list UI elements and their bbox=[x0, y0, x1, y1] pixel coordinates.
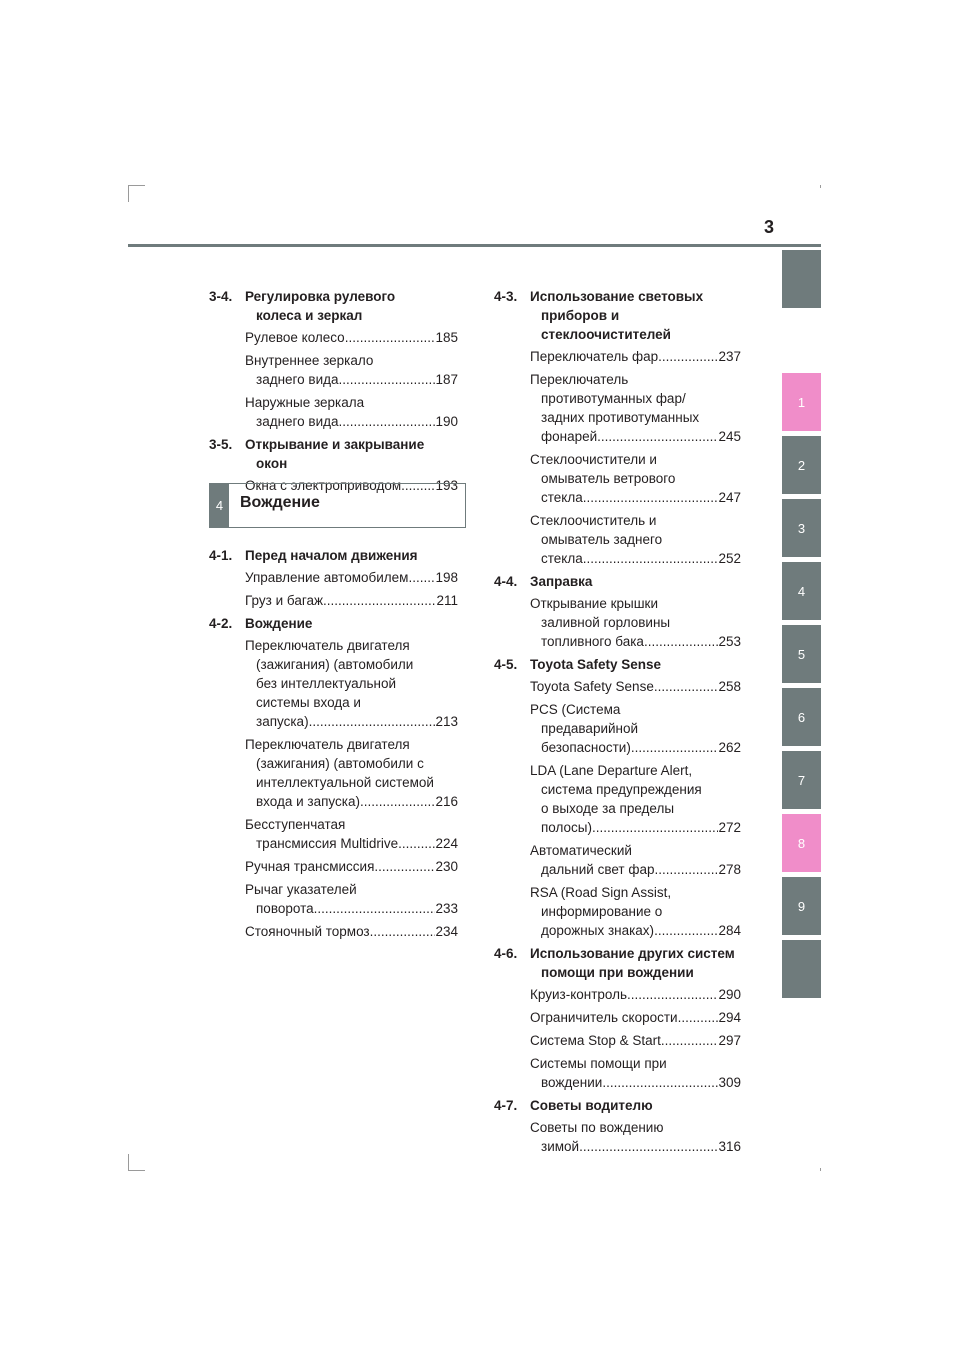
entry-text-line: противотуманных фар/ bbox=[541, 391, 686, 406]
section-number: 3-4. bbox=[209, 289, 233, 304]
toc-entry[interactable] bbox=[209, 591, 458, 610]
entry-leader-line bbox=[245, 370, 458, 389]
dot-leader bbox=[654, 921, 718, 940]
entry-text-line: Переключатель двигателя bbox=[245, 737, 410, 752]
chapter-tab-7[interactable]: 7 bbox=[782, 751, 821, 809]
dot-leader bbox=[339, 412, 436, 431]
section-title-line: Советы водителю bbox=[530, 1098, 653, 1113]
entry-text-line: RSA (Road Sign Assist, bbox=[530, 885, 672, 900]
dot-leader bbox=[370, 922, 436, 941]
entry-label: заднего вида bbox=[256, 414, 339, 429]
entry-page-number: 253 bbox=[718, 634, 741, 649]
dot-leader bbox=[323, 591, 436, 610]
toc-entry[interactable] bbox=[494, 761, 741, 837]
chapter-tab-9[interactable]: 9 bbox=[782, 877, 821, 935]
entry-leader-line bbox=[530, 818, 741, 837]
section-title-line: Открывание и закрывание bbox=[245, 437, 425, 452]
section-title-line: Использование других систем bbox=[530, 946, 735, 961]
entry-leader-line bbox=[530, 347, 741, 366]
section-title-line: Toyota Safety Sense bbox=[530, 657, 662, 672]
entry-label: Переключатель фар bbox=[530, 349, 659, 364]
toc-entry[interactable] bbox=[494, 594, 741, 651]
dot-leader bbox=[579, 1137, 718, 1156]
entry-label: Ограничитель скорости bbox=[530, 1010, 678, 1025]
entry-text-line: Внутреннее зеркало bbox=[245, 353, 374, 368]
chapter-tab-2[interactable]: 2 bbox=[782, 436, 821, 494]
dot-leader bbox=[631, 738, 719, 757]
toc-entry[interactable] bbox=[494, 1118, 741, 1156]
toc-entry[interactable] bbox=[494, 700, 741, 757]
toc-entry[interactable] bbox=[494, 985, 741, 1004]
toc-entry[interactable] bbox=[494, 511, 741, 568]
crop-mark bbox=[128, 185, 145, 186]
entry-page-number: 230 bbox=[435, 859, 458, 874]
entry-label: Стояночный тормоз bbox=[245, 924, 370, 939]
entry-leader-line bbox=[530, 1073, 741, 1092]
section-title-line: Использование световых bbox=[530, 289, 704, 304]
toc-section-heading bbox=[494, 944, 741, 982]
entry-text-line: заливной горловины bbox=[541, 615, 671, 630]
toc-section-heading bbox=[209, 614, 458, 633]
toc-entry[interactable] bbox=[494, 450, 741, 507]
entry-label: входа и запуска) bbox=[256, 794, 360, 809]
entry-text-line: Открывание крышки bbox=[530, 596, 658, 611]
chapter-number: 4 bbox=[210, 484, 229, 527]
chapter-tab-8[interactable]: 8 bbox=[782, 814, 821, 872]
crop-mark bbox=[128, 185, 129, 202]
toc-entry[interactable] bbox=[209, 351, 458, 389]
entry-leader-line bbox=[530, 1031, 741, 1050]
section-title-line: окон bbox=[256, 456, 288, 471]
toc-entry[interactable] bbox=[494, 1008, 741, 1027]
dot-leader bbox=[583, 549, 719, 568]
toc-entry[interactable] bbox=[209, 815, 458, 853]
entry-label: Груз и багаж bbox=[245, 593, 323, 608]
entry-text-line: предаварийной bbox=[541, 721, 639, 736]
section-title-line: Регулировка рулевого bbox=[245, 289, 396, 304]
section-number: 4-7. bbox=[494, 1098, 518, 1113]
toc-section-heading bbox=[209, 546, 458, 565]
dot-leader bbox=[654, 677, 719, 696]
toc-section-heading bbox=[494, 287, 741, 344]
entry-text-line: омыватель заднего bbox=[541, 532, 663, 547]
entry-text-line: система предупреждения bbox=[541, 782, 702, 797]
entry-page-number: 297 bbox=[718, 1033, 741, 1048]
entry-page-number: 213 bbox=[435, 714, 458, 729]
section-number: 4-2. bbox=[209, 616, 233, 631]
entry-text-line: Переключатель bbox=[530, 372, 629, 387]
dot-leader bbox=[345, 328, 436, 347]
entry-text-line: (зажигания) (автомобили bbox=[256, 657, 414, 672]
crop-mark bbox=[128, 1170, 145, 1171]
entry-page-number: 290 bbox=[718, 987, 741, 1002]
entry-label: Toyota Safety Sense bbox=[530, 679, 654, 694]
entry-text-line: Стеклоочистители и bbox=[530, 452, 657, 467]
entry-leader-line bbox=[530, 738, 741, 757]
toc-entry[interactable] bbox=[494, 1054, 741, 1092]
entry-text-line: Стеклоочиститель и bbox=[530, 513, 657, 528]
entry-page-number: 316 bbox=[718, 1139, 741, 1154]
entry-label: Рулевое колесо bbox=[245, 330, 345, 345]
entry-leader-line bbox=[530, 860, 741, 879]
entry-page-number: 272 bbox=[718, 820, 741, 835]
entry-text-line: Советы по вождению bbox=[530, 1120, 664, 1135]
entry-text-line: PCS (Система bbox=[530, 702, 621, 717]
entry-page-number: 309 bbox=[718, 1075, 741, 1090]
dot-leader bbox=[661, 1031, 719, 1050]
entry-text-line: задних противотуманных bbox=[541, 410, 700, 425]
section-title-line: колеса и зеркал bbox=[256, 308, 363, 323]
entry-page-number: 284 bbox=[718, 923, 741, 938]
entry-label: Ручная трансмиссия bbox=[245, 859, 375, 874]
section-title-line: помощи при вождении bbox=[541, 965, 694, 980]
chapter-tab-4[interactable]: 4 bbox=[782, 562, 821, 620]
toc-column-left-top bbox=[209, 287, 458, 499]
entry-leader-line bbox=[530, 985, 741, 1004]
entry-label: безопасности) bbox=[541, 740, 631, 755]
entry-leader-line bbox=[245, 712, 458, 731]
header-rule bbox=[128, 244, 821, 247]
entry-label: зимой bbox=[541, 1139, 580, 1154]
toc-section-heading bbox=[209, 435, 458, 473]
dot-leader bbox=[592, 818, 718, 837]
dot-leader bbox=[583, 488, 719, 507]
entry-label: стекла bbox=[541, 551, 583, 566]
toc-entry[interactable] bbox=[209, 922, 458, 941]
toc-entry[interactable] bbox=[209, 880, 458, 918]
dot-leader bbox=[597, 427, 718, 446]
dot-leader bbox=[658, 347, 718, 366]
entry-label: вождении bbox=[541, 1075, 603, 1090]
dot-leader bbox=[339, 370, 436, 389]
chapter-tab-blank[interactable] bbox=[782, 250, 821, 308]
entry-leader-line bbox=[245, 899, 458, 918]
chapter-tab-6[interactable]: 6 bbox=[782, 688, 821, 746]
entry-page-number: 190 bbox=[435, 414, 458, 429]
section-number: 4-5. bbox=[494, 657, 518, 672]
entry-text-line: Бесступенчатая bbox=[245, 817, 346, 832]
section-title-line: Заправка bbox=[530, 574, 593, 589]
chapter-heading bbox=[209, 483, 466, 528]
dot-leader bbox=[398, 834, 435, 853]
section-number: 3-5. bbox=[209, 437, 233, 452]
dot-leader bbox=[678, 1008, 719, 1027]
entry-leader-line bbox=[530, 427, 741, 446]
entry-leader-line bbox=[530, 677, 741, 696]
toc-entry[interactable] bbox=[494, 370, 741, 446]
entry-text-line: о выходе за пределы bbox=[541, 801, 675, 816]
entry-text-line: LDA (Lane Departure Alert, bbox=[530, 763, 693, 778]
toc-entry[interactable] bbox=[494, 347, 741, 366]
entry-leader-line bbox=[245, 412, 458, 431]
entry-leader-line bbox=[530, 921, 741, 940]
section-title-line: приборов и bbox=[541, 308, 620, 323]
toc-entry[interactable] bbox=[209, 636, 458, 731]
entry-leader-line bbox=[245, 834, 458, 853]
entry-leader-line bbox=[245, 591, 458, 610]
entry-label: топливного бака bbox=[541, 634, 644, 649]
entry-text-line: интеллектуальной системой bbox=[256, 775, 434, 790]
entry-page-number: 245 bbox=[718, 429, 741, 444]
dot-leader bbox=[654, 860, 718, 879]
toc-section-heading bbox=[494, 572, 741, 591]
entry-page-number: 258 bbox=[718, 679, 741, 694]
entry-page-number: 247 bbox=[718, 490, 741, 505]
entry-leader-line bbox=[245, 857, 458, 876]
chapter-tab-blank[interactable] bbox=[782, 940, 821, 998]
entry-text-line: Рычаг указателей bbox=[245, 882, 357, 897]
entry-page-number: 233 bbox=[435, 901, 458, 916]
dot-leader bbox=[408, 568, 435, 587]
section-title-line: Вождение bbox=[245, 616, 313, 631]
section-title-line: Перед началом движения bbox=[245, 548, 418, 563]
toc-section-heading bbox=[209, 287, 458, 325]
section-title-line: стеклоочистителей bbox=[541, 327, 671, 342]
dot-leader bbox=[374, 857, 435, 876]
entry-label: фонарей bbox=[541, 429, 598, 444]
entry-text-line: омыватель ветрового bbox=[541, 471, 676, 486]
dot-leader bbox=[360, 792, 435, 811]
entry-page-number: 185 bbox=[435, 330, 458, 345]
toc-section-heading bbox=[494, 1096, 741, 1115]
entry-text-line: Наружные зеркала bbox=[245, 395, 365, 410]
entry-page-number: 252 bbox=[718, 551, 741, 566]
entry-page-number: 237 bbox=[718, 349, 741, 364]
dot-leader bbox=[602, 1073, 718, 1092]
entry-page-number: 278 bbox=[718, 862, 741, 877]
entry-text-line: без интеллектуальной bbox=[256, 676, 396, 691]
chapter-tab-5[interactable]: 5 bbox=[782, 625, 821, 683]
dot-leader bbox=[644, 632, 719, 651]
entry-text-line: системы входа и bbox=[256, 695, 361, 710]
entry-page-number: 216 bbox=[435, 794, 458, 809]
entry-page-number: 294 bbox=[718, 1010, 741, 1025]
section-number: 4-3. bbox=[494, 289, 518, 304]
entry-leader-line bbox=[245, 792, 458, 811]
toc-entry[interactable] bbox=[494, 883, 741, 940]
dot-leader bbox=[314, 899, 436, 918]
dot-leader bbox=[627, 985, 718, 1004]
toc-section-heading bbox=[494, 655, 741, 674]
entry-text-line: (зажигания) (автомобили с bbox=[256, 756, 424, 771]
entry-text-line: Переключатель двигателя bbox=[245, 638, 410, 653]
entry-page-number: 211 bbox=[436, 593, 458, 608]
entry-leader-line bbox=[245, 568, 458, 587]
entry-label: полосы) bbox=[541, 820, 593, 835]
entry-text-line: Системы помощи при bbox=[530, 1056, 667, 1071]
entry-label: заднего вида bbox=[256, 372, 339, 387]
entry-text-line: Автоматический bbox=[530, 843, 632, 858]
section-number: 4-6. bbox=[494, 946, 518, 961]
toc-entry[interactable] bbox=[209, 568, 458, 587]
section-number: 4-4. bbox=[494, 574, 518, 589]
toc-entry[interactable] bbox=[209, 857, 458, 876]
entry-label: дорожных знаках) bbox=[541, 923, 655, 938]
section-number: 4-1. bbox=[209, 548, 233, 563]
page-number: 3 bbox=[763, 217, 774, 237]
entry-page-number: 198 bbox=[435, 570, 458, 585]
chapter-title: Вождение bbox=[240, 494, 320, 511]
entry-page-number: 262 bbox=[718, 740, 741, 755]
entry-label: дальний свет фар bbox=[541, 862, 655, 877]
toc-entry[interactable] bbox=[209, 393, 458, 431]
entry-label: поворота bbox=[256, 901, 314, 916]
toc-entry[interactable] bbox=[494, 841, 741, 879]
entry-leader-line bbox=[245, 922, 458, 941]
toc-entry[interactable] bbox=[209, 328, 458, 347]
crop-mark bbox=[820, 1168, 821, 1171]
entry-leader-line bbox=[530, 1008, 741, 1027]
entry-leader-line bbox=[530, 549, 741, 568]
entry-label: стекла bbox=[541, 490, 583, 505]
entry-leader-line bbox=[245, 328, 458, 347]
entry-leader-line bbox=[530, 632, 741, 651]
toc-column-left-bottom bbox=[209, 546, 458, 945]
entry-label: Круиз-контроль bbox=[530, 987, 628, 1002]
entry-page-number: 224 bbox=[435, 836, 458, 851]
chapter-tab-1[interactable]: 1 bbox=[782, 373, 821, 431]
entry-page-number: 187 bbox=[435, 372, 458, 387]
entry-page-number: 193 bbox=[435, 478, 458, 493]
toc-entry[interactable] bbox=[209, 735, 458, 811]
entry-text-line: информирование о bbox=[541, 904, 663, 919]
crop-mark bbox=[128, 1154, 129, 1171]
toc-entry[interactable] bbox=[494, 677, 741, 696]
entry-label: Система Stop & Start bbox=[530, 1033, 661, 1048]
entry-label: Управление автомобилем bbox=[245, 570, 409, 585]
entry-label: трансмиссия Multidrive bbox=[256, 836, 399, 851]
chapter-tab-3[interactable]: 3 bbox=[782, 499, 821, 557]
entry-page-number: 234 bbox=[435, 924, 458, 939]
dot-leader bbox=[309, 712, 436, 731]
entry-leader-line bbox=[530, 488, 741, 507]
toc-entry[interactable] bbox=[494, 1031, 741, 1050]
entry-label: Окна с электроприводом bbox=[245, 478, 402, 493]
toc-column-right bbox=[494, 287, 741, 1160]
crop-mark bbox=[820, 185, 821, 188]
entry-leader-line bbox=[530, 1137, 741, 1156]
entry-label: запуска) bbox=[256, 714, 309, 729]
